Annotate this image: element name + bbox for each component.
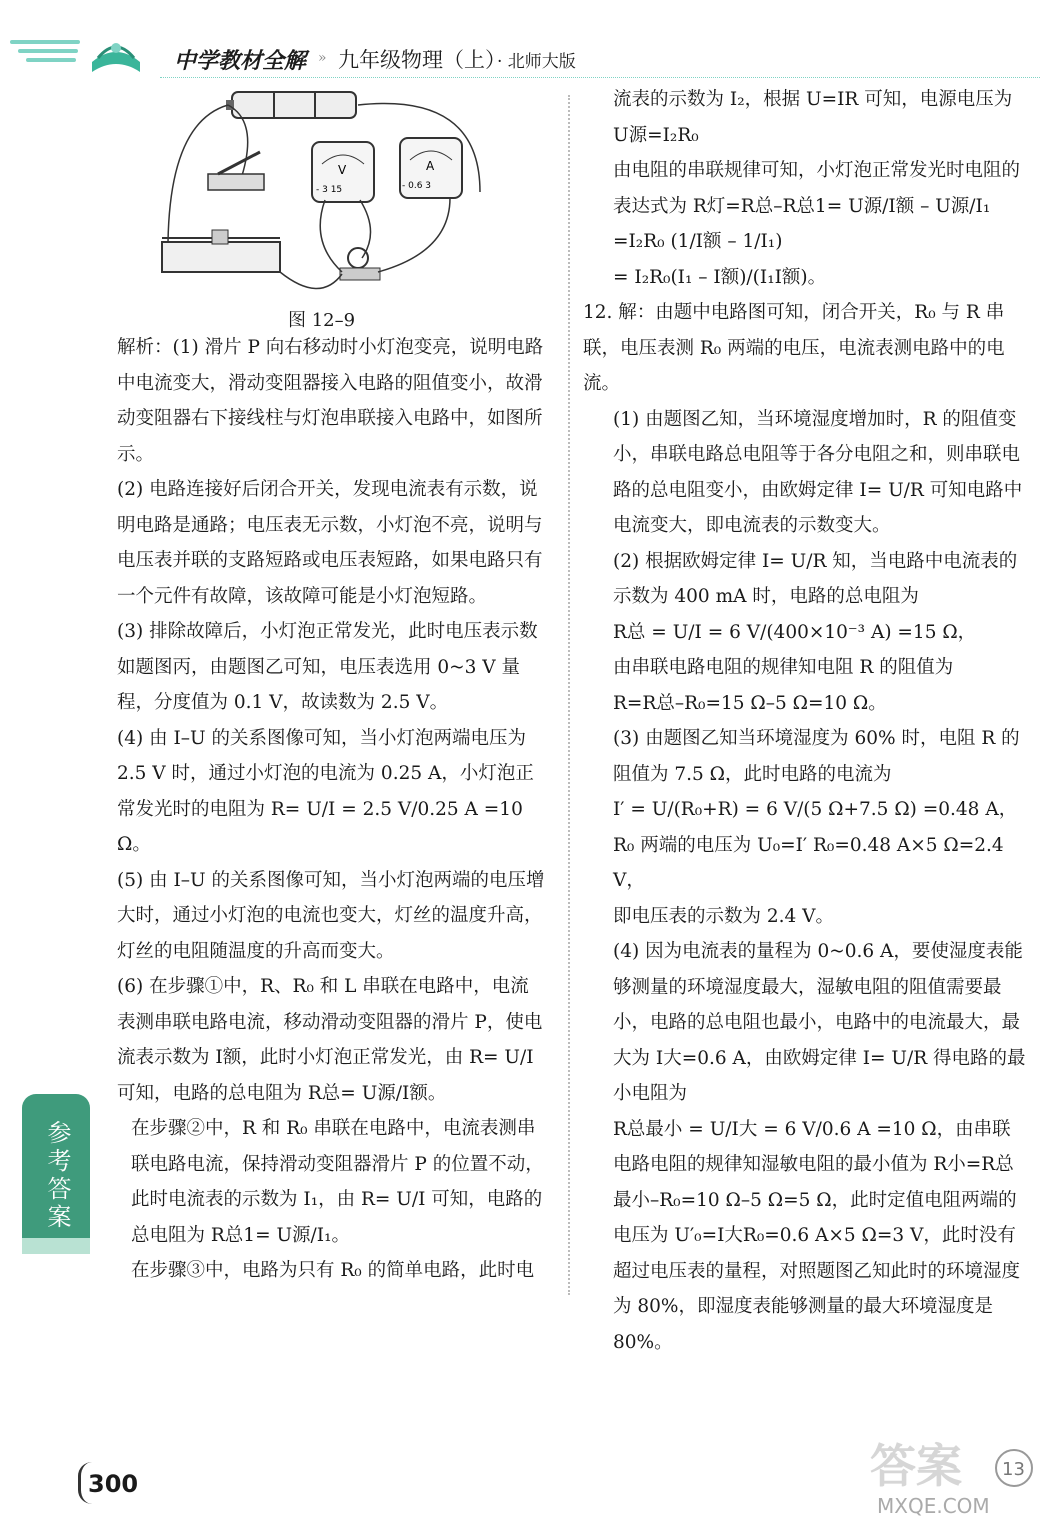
- svg-text:13: 13: [1002, 1459, 1025, 1480]
- answer-paragraph: (4) 因为电流表的量程为 0~0.6 A，要使湿度表能够测量的环境湿度最大，湿敏电阻的阻值需要最小，电路的总电阻也最小，电路中的电流最大，最大为 I大=0.6 A，由欧姆定律 I= U/R 得电路的最小电阻为: [613, 941, 1026, 1104]
- answer-paragraph: 即电压表的示数为 2.4 V。: [613, 905, 835, 927]
- formula-line: R=R总–R₀=15 Ω–5 Ω=10 Ω。: [613, 692, 887, 714]
- question-12-answer: 12. 解：由题中电路图可知，闭合开关，R₀ 与 R 串联，电压表测 R₀ 两端的电压，电流表测电路中的电流。: [583, 302, 1005, 394]
- voltmeter-icon: [312, 142, 374, 202]
- side-tab-label: 参考答案: [43, 1120, 71, 1232]
- reference-answers-tab: [22, 1094, 90, 1244]
- answer-paragraph: (1) 由题图乙知，当环境湿度增加时，R 的阻值变小，串联电路总电阻等于各分电阻之和，则串联电路的总电阻变小，由欧姆定律 I= U/R 可知电路中电流变大，即电流表的示数变大。: [613, 408, 1023, 536]
- watermark-text: MXQE.COM: [877, 1494, 990, 1518]
- switch-icon: [208, 152, 264, 190]
- svg-text:答案: 答案: [870, 1439, 962, 1493]
- answer-paragraph: 在步骤③中，电路为只有 R₀ 的简单电路，此时电: [131, 1260, 535, 1281]
- answer-paragraph: (4) 由 I–U 的关系图像可知，当小灯泡两端电压为 2.5 V 时，通过小灯泡的电流为 0.25 A，小灯泡正常发光时的电阻为 R= U/I = 2.5 V/0.25 A =10 Ω。: [117, 727, 534, 855]
- left-column: [117, 330, 547, 1289]
- figure-caption: 图 12–9: [288, 310, 356, 331]
- answer-paragraph: 解析：(1) 滑片 P 向右移动时小灯泡变亮，说明电路中电流变大，滑动变阻器接入电路的阻值变小，故滑动变阻器右下接线柱与灯泡串联接入电路中，如图所示。: [117, 337, 544, 465]
- formula-line: I′ = U/(R₀+R) = 6 V/(5 Ω+7.5 Ω) =0.48 A，: [613, 799, 1018, 820]
- svg-text:- 3 15: - 3 15: [316, 185, 343, 195]
- svg-text:A: A: [426, 159, 435, 173]
- answer-paragraph: (2) 电路连接好后闭合开关，发现电流表有示数，说明电路是通路；电压表无示数，小灯泡不亮，说明与电压表并联的支路短路或电压表短路，如果电路只有一个元件有故障，该故障可能是小灯泡短路。: [117, 479, 543, 607]
- right-column: [583, 82, 1028, 1360]
- rheostat-icon: [162, 230, 280, 272]
- header-stripes: [10, 40, 80, 67]
- answer-paragraph: (5) 由 I–U 的关系图像可知，当小灯泡两端的电压增大时，通过小灯泡的电流也变大，灯丝的温度升高，灯丝的电阻随温度的升高而变大。: [117, 869, 545, 962]
- header-divider: [160, 77, 1040, 78]
- svg-text:- 0.6 3: - 0.6 3: [402, 181, 432, 191]
- answer-paragraph: (2) 根据欧姆定律 I= U/R 知，当电路中电流表的示数为 400 mA 时，电路的总电阻为: [613, 550, 1018, 607]
- side-tab-base: [22, 1238, 90, 1254]
- column-divider: [568, 95, 570, 1295]
- answer-paragraph: (3) 由题图乙知当环境湿度为 60% 时，电阻 R 的阻值为 7.5 Ω，此时电路的电流为: [613, 728, 1020, 785]
- answer-paragraph: 流表的示数为 I₂，根据 U=IR 可知，电源电压为: [613, 89, 1013, 110]
- book-logo-icon: [88, 32, 144, 76]
- header-arrow-icon: »: [318, 50, 327, 66]
- circuit-figure: [150, 82, 500, 304]
- answer-paragraph: 由电阻的串联规律可知，小灯泡正常发光时电阻的表达式为 R灯=R总–R总1= U源/I额 – U源/I₁ =I₂R₀ (1/I额 – 1/I₁): [613, 160, 1021, 252]
- book-edition: · 北师大版: [497, 52, 576, 72]
- lamp-icon: [340, 248, 380, 280]
- answer-paragraph: (3) 排除故障后，小灯泡正常发光，此时电压表示数如题图丙，由题图乙可知，电压表选用 0~3 V 量程，分度值为 0.1 V，故读数为 2.5 V。: [117, 621, 538, 713]
- book-subtitle: 九年级物理（上）: [338, 48, 506, 72]
- book-title: 中学教材全解: [174, 48, 307, 74]
- formula-line: U源=I₂R₀: [613, 124, 699, 146]
- svg-text:V: V: [338, 163, 347, 177]
- formula-line: R总 = U/I = 6 V/(400×10⁻³ A) =15 Ω，: [613, 621, 977, 643]
- page-header: [0, 0, 1046, 90]
- answer-paragraph: 由串联电路电阻的规律知电阻 R 的阻值为: [613, 657, 954, 678]
- page-number: 300: [88, 1470, 139, 1498]
- formula-line: R₀ 两端的电压为 U₀=I′ R₀=0.48 A×5 Ω=2.4 V，: [613, 834, 1004, 891]
- answer-paragraph: 在步骤②中，R 和 R₀ 串联在电路中，电流表测串联电路电流，保持滑动变阻器滑片 P 的位置不动，此时电流表的示数为 I₁，由 R= U/I 可知，电路的总电阻为 R总1= U源/I₁。: [131, 1118, 544, 1246]
- answer-paragraph: (6) 在步骤①中，R、R₀ 和 L 串联在电路中，电流表测串联电路电流，移动滑动变阻器的滑片 P，使电流表示数为 I额，此时小灯泡正常发光，由 R= U/I 可知，电路的总电阻为 R总= U源/I额。: [117, 976, 543, 1104]
- battery-icon: [226, 92, 356, 118]
- answer-paragraph: R总最小 = U/I大 = 6 V/0.6 A =10 Ω，由串联电路电阻的规律知湿敏电阻的最小值为 R小=R总最小–R₀=10 Ω–5 Ω=5 Ω，此时定值电阻两端的电压为 U′₀=I大R₀=0.6 A×5 Ω=3 V，此时没有超过电压表的量程，对照题图乙知此时的环境湿度为 80%，即湿度表能够测量的最大环境湿度是 80%。: [613, 1118, 1021, 1353]
- ammeter-icon: [400, 138, 462, 198]
- formula-line: = I₂R₀(I₁ – I额)/(I₁I额)。: [613, 266, 827, 288]
